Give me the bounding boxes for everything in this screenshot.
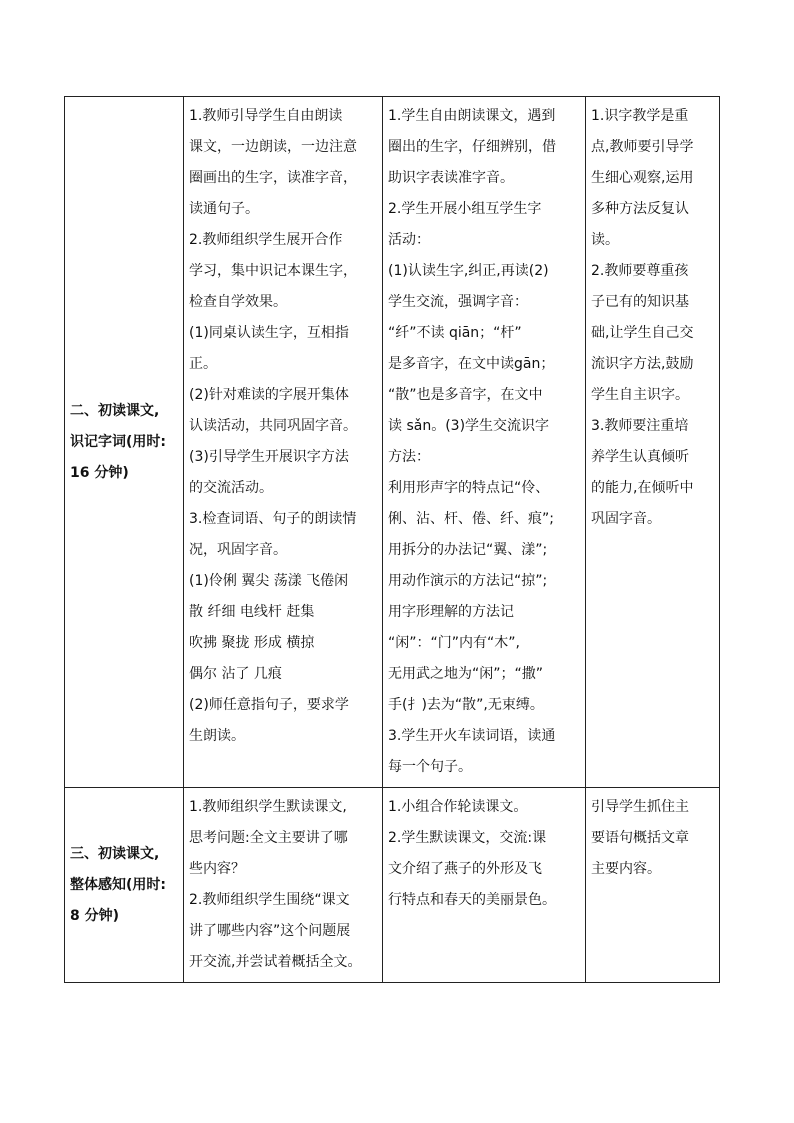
design-line: 养学生认真倾听 <box>591 449 689 465</box>
teacher-line: 况，巩固字音。 <box>189 542 287 558</box>
table-row <box>65 97 720 788</box>
teacher-line: 的交流活动。 <box>189 480 273 496</box>
student-line: 利用形声字的特点记“伶、 <box>388 480 550 496</box>
student-line: 1.学生自由朗读课文，遇到 <box>388 108 556 124</box>
design-line: 主要内容。 <box>591 861 661 877</box>
student-line: 活动： <box>388 232 430 248</box>
student-line: 学生交流，强调字音： <box>388 294 528 310</box>
teacher-line: 认读活动，共同巩固字音。 <box>189 418 357 434</box>
design-intent-cell <box>586 97 720 788</box>
design-line: 3.教师要注重培 <box>591 418 689 434</box>
student-line: 手(扌)去为“散”,无束缚。 <box>388 697 544 713</box>
student-line: “闲”：“门”内有“木”, <box>388 635 520 651</box>
teacher-line: (2)针对难读的字展开集体 <box>189 387 349 403</box>
lesson-plan-table <box>64 96 720 983</box>
teacher-line: 2.教师组织学生围绕“课文 <box>189 892 350 908</box>
design-line: 2.教师要尊重孩 <box>591 263 689 279</box>
design-line: 生细心观察,运用 <box>591 170 694 186</box>
teacher-line: 1.教师组织学生默读课文, <box>189 799 347 815</box>
design-line: 子已有的知识基 <box>591 294 689 310</box>
teacher-line: 3.检查词语、句子的朗读情 <box>189 511 357 527</box>
stage-title-line: 8 分钟) <box>70 907 120 924</box>
teacher-line: 检查自学效果。 <box>189 294 287 310</box>
teacher-line: (2)师任意指句子，要求学 <box>189 697 349 713</box>
design-line: 础,让学生自己交 <box>591 325 694 341</box>
student-line: 无用武之地为“闲”；“撒” <box>388 666 544 682</box>
teacher-line: 2.教师组织学生展开合作 <box>189 232 343 248</box>
student-line: 读 sǎn。(3)学生交流识字 <box>388 418 550 434</box>
teacher-line: (3)引导学生开展识字方法 <box>189 449 349 465</box>
student-line: 俐、沾、杆、倦、纤、痕”; <box>388 511 554 527</box>
design-line: 流识字方法,鼓励 <box>591 356 694 372</box>
teacher-line: 开交流,并尝试着概括全文。 <box>189 954 362 970</box>
design-line: 引导学生抓住主 <box>591 799 689 815</box>
student-line: “散”也是多音字，在文中 <box>388 387 543 403</box>
stage-cell <box>65 788 184 983</box>
teacher-line: 课文，一边朗读，一边注意 <box>189 139 357 155</box>
student-line: 用动作演示的方法记“掠”; <box>388 573 548 589</box>
student-activity-cell <box>383 788 586 983</box>
design-line: 1.识字教学是重 <box>591 108 689 124</box>
teacher-line: (1)同桌认读生字，互相指 <box>189 325 349 341</box>
teacher-line: 思考问题:全文主要讲了哪 <box>189 830 348 846</box>
student-line: “纤”不读 qiān；“杆” <box>388 325 522 341</box>
stage-title-line: 三、初读课文, <box>70 845 160 862</box>
teacher-line: 学习，集中识记本课生字， <box>189 263 357 279</box>
student-line: 圈出的生字，仔细辨别，借 <box>388 139 556 155</box>
teacher-line: 吹拂 聚拢 形成 横掠 <box>189 635 315 651</box>
student-line: 文介绍了燕子的外形及飞 <box>388 861 542 877</box>
design-line: 巩固字音。 <box>591 511 661 527</box>
teacher-line: 正。 <box>189 356 217 372</box>
teacher-line: 圈画出的生字，读准字音， <box>189 170 357 186</box>
table-row <box>65 788 720 983</box>
stage-title-line: 整体感知(用时: <box>70 876 166 893</box>
student-line: 每一个句子。 <box>388 759 472 775</box>
teacher-line: 偶尔 沾了 几痕 <box>189 666 282 682</box>
teacher-activity-cell <box>184 788 383 983</box>
stage-title-line: 16 分钟) <box>70 464 129 481</box>
design-line: 点,教师要引导学 <box>591 139 694 155</box>
design-line: 读。 <box>591 232 619 248</box>
teacher-line: 些内容？ <box>189 861 245 877</box>
student-line: 是多音字，在文中读gān； <box>388 356 555 372</box>
student-line: 2.学生默读课文，交流:课 <box>388 830 547 846</box>
student-line: (1)认读生字,纠正,再读(2) <box>388 263 549 279</box>
design-line: 学生自主识字。 <box>591 387 689 403</box>
teacher-line: 读通句子。 <box>189 201 259 217</box>
teacher-line: (1)伶俐 翼尖 荡漾 飞倦闲 <box>189 573 349 589</box>
design-intent-cell <box>586 788 720 983</box>
teacher-line: 生朗读。 <box>189 728 245 744</box>
teacher-line: 1.教师引导学生自由朗读 <box>189 108 343 124</box>
student-line: 行特点和春天的美丽景色。 <box>388 892 556 908</box>
student-line: 3.学生开火车读词语，读通 <box>388 728 556 744</box>
student-line: 1.小组合作轮读课文。 <box>388 799 528 815</box>
stage-cell <box>65 97 184 788</box>
student-line: 助识字表读准字音。 <box>388 170 514 186</box>
stage-title-line: 二、初读课文, <box>70 402 160 419</box>
design-line: 要语句概括文章 <box>591 830 689 846</box>
teacher-activity-cell <box>184 97 383 788</box>
teacher-line: 散 纤细 电线杆 赶集 <box>189 604 315 620</box>
student-line: 方法： <box>388 449 430 465</box>
student-line: 用拆分的办法记“翼、漾”; <box>388 542 548 558</box>
student-line: 用字形理解的方法记 <box>388 604 514 620</box>
design-line: 多种方法反复认 <box>591 201 689 217</box>
student-activity-cell <box>383 97 586 788</box>
design-line: 的能力,在倾听中 <box>591 480 694 496</box>
stage-title-line: 识记字词(用时: <box>70 433 166 450</box>
student-line: 2.学生开展小组互学生字 <box>388 201 542 217</box>
teacher-line: 讲了哪些内容”这个问题展 <box>189 923 351 939</box>
